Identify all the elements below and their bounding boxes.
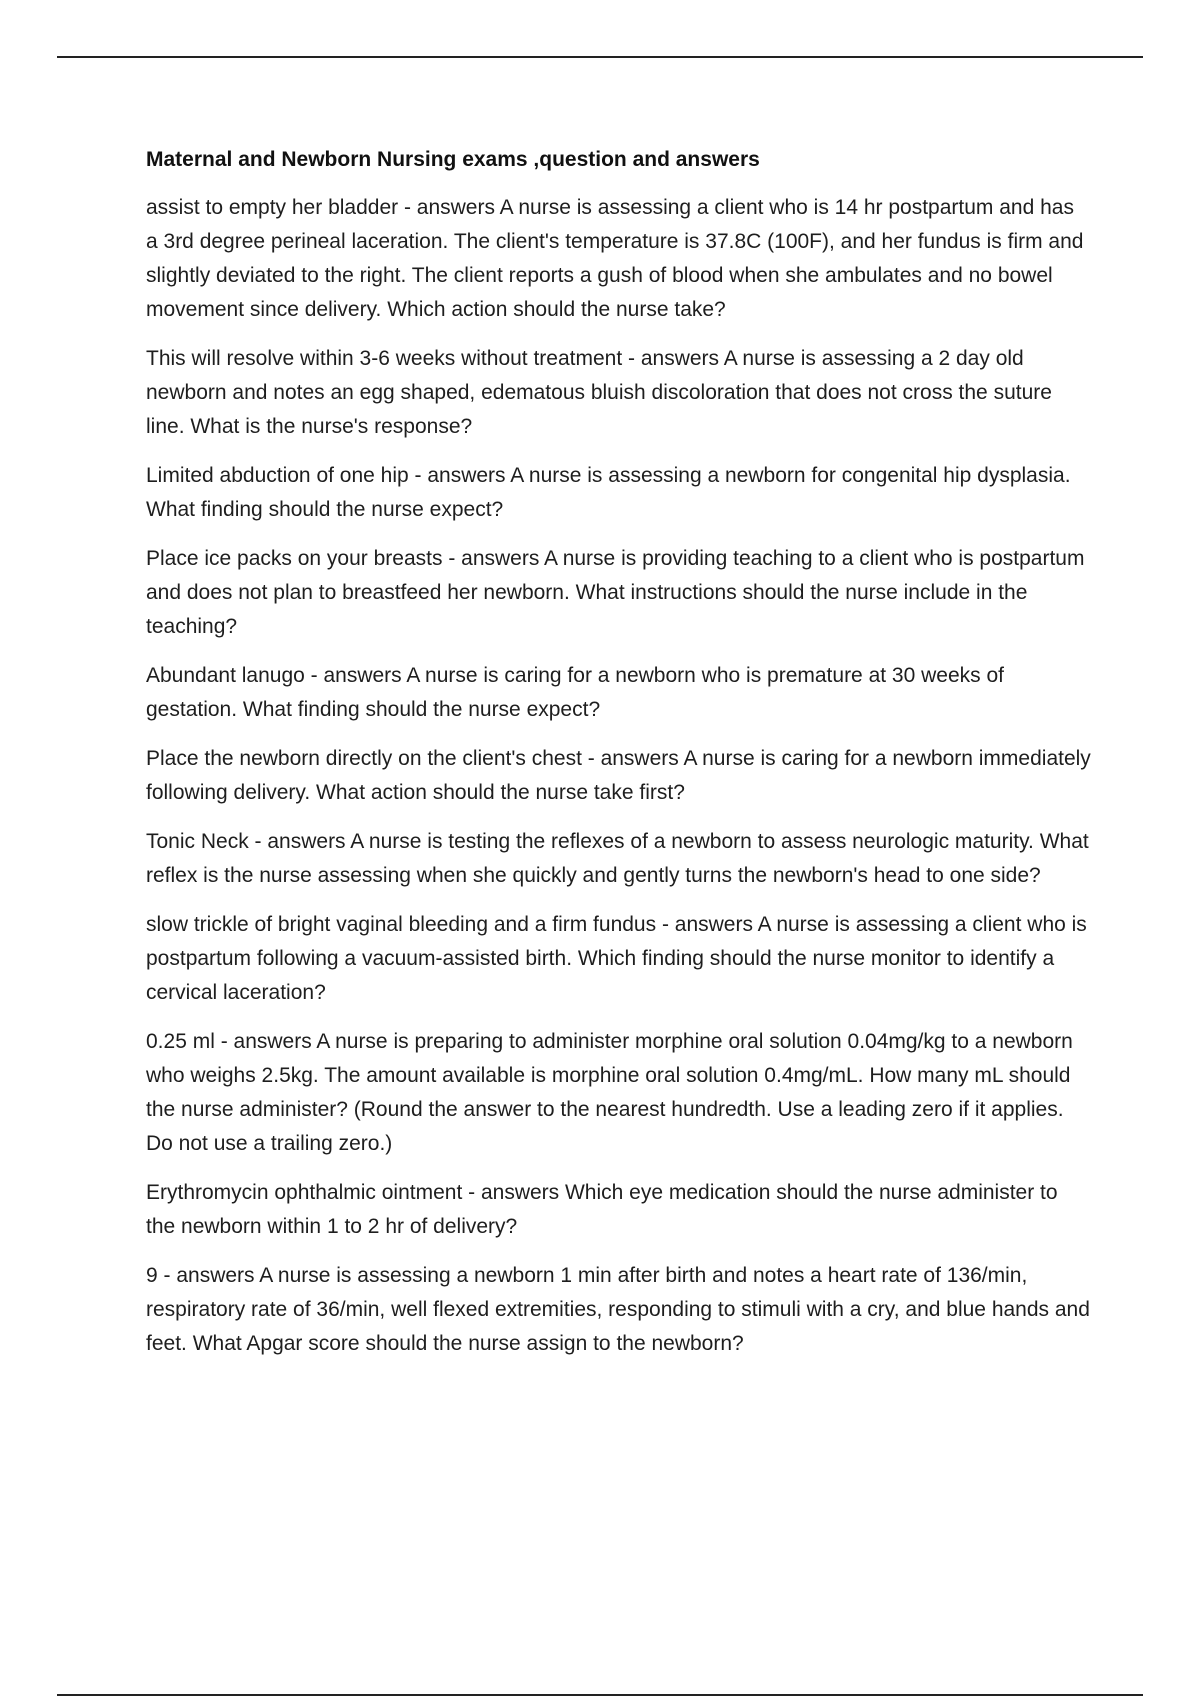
qa-entry: Place the newborn directly on the client's chest - answers A nurse is caring for a newborn immediately following delivery. What action should the nurse take first? [146,747,1091,804]
qa-entry: Place ice packs on your breasts - answers A nurse is providing teaching to a client who is postpartum and does not plan to breastfeed her newborn. What instructions should the nurse include in the teaching? [146,547,1085,638]
qa-entry: Erythromycin ophthalmic ointment - answers Which eye medication should the nurse administer to the newborn within 1 to 2 hr of delivery? [146,1181,1058,1238]
footer-rule [57,1694,1143,1696]
qa-entry: assist to empty her bladder - answers A nurse is assessing a client who is 14 hr postpartum and has a 3rd degree perineal laceration. The client's temperature is 37.8C (100F), and her fundus is firm and slightly deviated to the right. The client reports a gush of blood when she ambulates and no bowel movement since delivery. Which action should the nurse take? [146,196,1084,321]
document-body [146,143,1091,1376]
qa-entry: Abundant lanugo - answers A nurse is caring for a newborn who is premature at 30 weeks of gestation. What finding should the nurse expect? [146,664,1004,721]
qa-entry: This will resolve within 3-6 weeks without treatment - answers A nurse is assessing a 2 day old newborn and notes an egg shaped, edematous bluish discoloration that does not cross the suture line. What is the nurse's response? [146,347,1052,438]
qa-entry: 0.25 ml - answers A nurse is preparing to administer morphine oral solution 0.04mg/kg to a newborn who weighs 2.5kg. The amount available is morphine oral solution 0.4mg/mL. How many mL should the nurse administer? (Round the answer to the nearest hundredth. Use a leading zero if it applies. Do not use a trailing zero.) [146,1030,1073,1155]
qa-entry: slow trickle of bright vaginal bleeding and a firm fundus - answers A nurse is assessing a client who is postpartum following a vacuum-assisted birth. Which finding should the nurse monitor to identify a cervical laceration? [146,913,1087,1004]
qa-entry: Limited abduction of one hip - answers A nurse is assessing a newborn for congenital hip dysplasia. What finding should the nurse expect? [146,464,1071,521]
document-title: Maternal and Newborn Nursing exams ,question and answers [146,148,760,171]
header-rule [57,56,1143,58]
qa-entry: Tonic Neck - answers A nurse is testing the reflexes of a newborn to assess neurologic maturity. What reflex is the nurse assessing when she quickly and gently turns the newborn's head to one side? [146,830,1089,887]
qa-entry: 9 - answers A nurse is assessing a newborn 1 min after birth and notes a heart rate of 136/min, respiratory rate of 36/min, well flexed extremities, responding to stimuli with a cry, and blue hands and feet. What Apgar score should the nurse assign to the newborn? [146,1264,1090,1355]
